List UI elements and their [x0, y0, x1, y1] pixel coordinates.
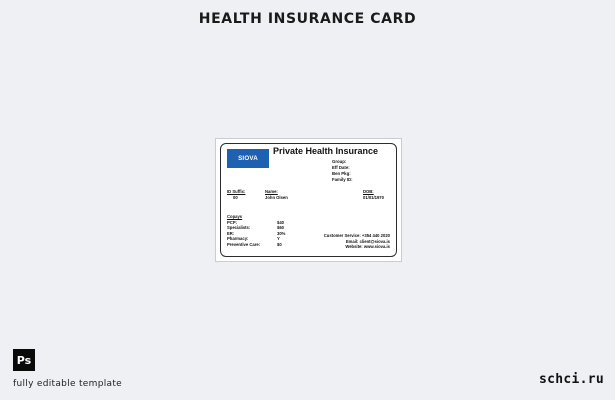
insurance-card — [220, 143, 397, 257]
copay-row — [227, 242, 307, 248]
copay-value: $0 — [277, 241, 282, 247]
dob-label: DOB: — [363, 189, 374, 194]
id-suffix-block — [227, 189, 245, 200]
website: Website: www.siova.is — [345, 244, 390, 249]
copay-label: Preventive Care: — [227, 241, 261, 247]
meta-ben-pkg: Ben Pkg: — [332, 171, 351, 176]
dob-value: 01/01/1970 — [363, 194, 384, 200]
card-preview — [215, 138, 402, 262]
card-meta — [332, 159, 353, 183]
meta-family-id: Family ID: — [332, 177, 353, 182]
meta-eff-date: Eff Date: — [332, 165, 350, 170]
copay-label: Specialists: — [227, 225, 251, 230]
copay-label: ER: — [227, 230, 235, 236]
customer-service: Customer Service: +354 440 2020 — [323, 233, 390, 238]
brand-watermark: schci.ru — [538, 372, 604, 387]
page-title: HEALTH INSURANCE CARD — [198, 11, 417, 27]
logo: SIOVA — [227, 149, 269, 168]
copay-label: Pharmacy: — [227, 236, 249, 241]
card-title: Private Health Insurance — [273, 146, 379, 156]
meta-group: Group: — [332, 159, 347, 164]
name-label: Name: — [265, 189, 278, 194]
template-caption: fully editable template — [13, 379, 122, 389]
id-suffix-value: 00 — [233, 194, 238, 200]
name-block — [265, 189, 288, 200]
copay-value: $40 — [277, 219, 284, 225]
contact-block — [324, 233, 390, 250]
name-value: John Olsen — [265, 194, 288, 200]
photoshop-icon: Ps — [13, 349, 35, 371]
copays-label: Copays — [227, 214, 243, 219]
dob-block — [363, 189, 384, 200]
id-suffix-label: ID Suffix: — [227, 189, 246, 194]
copay-value: $60 — [277, 225, 284, 230]
email: Email: client@siova.is — [345, 238, 390, 244]
copays-block — [227, 214, 307, 247]
copay-value: Y — [277, 236, 280, 241]
copay-label: PCP: — [227, 219, 238, 225]
copay-value: 30% — [277, 230, 286, 236]
